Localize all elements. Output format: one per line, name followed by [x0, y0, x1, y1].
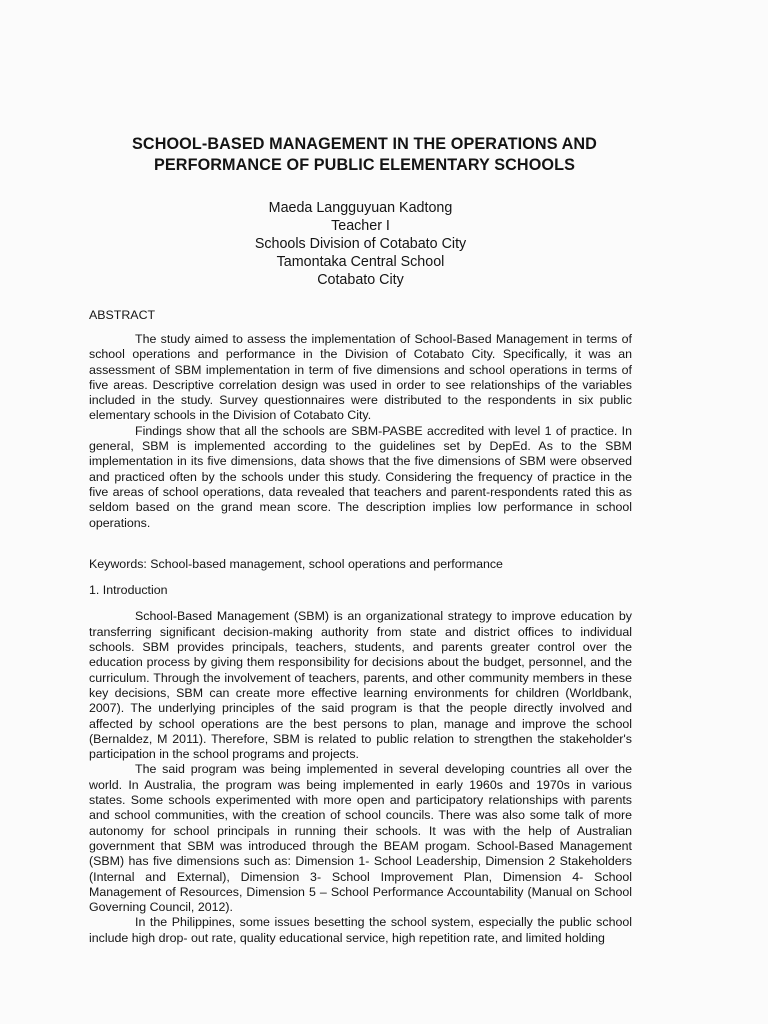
author-name: Maeda Langguyuan Kadtong [268, 200, 453, 216]
author-block [89, 199, 632, 289]
intro-paragraph-3: In the Philippines, some issues besetting the school system, especially the public school include high drop- out rate, quality educational service, high repetition rate, and limited holding [89, 915, 632, 945]
title-line-2: PERFORMANCE OF PUBLIC ELEMENTARY SCHOOLS [154, 156, 575, 174]
author-school: Tamontaka Central School [276, 254, 445, 270]
section-heading-introduction: 1. Introduction [89, 583, 168, 598]
author-position: Teacher I [331, 218, 390, 234]
abstract-paragraph-2: Findings show that all the schools are SBM-PASBE accredited with level 1 of practice. In general, SBM is implemented according to the guidelines set by DepEd. As to the SBM implementation in its five dimensions, data shows that the five dimensions of SBM were observed and practiced often by the schools under this study. Considering the frequency of practice in the five areas of school operations, data revealed that teachers and parent-respondents rated this as seldom based on the grand mean score. The description implies low performance in school operations. [89, 423, 632, 530]
intro-paragraph-1: School-Based Management (SBM) is an organizational strategy to improve education by transferring significant decision-making authority from state and district offices to individual schools. SBM provides principals, teachers, students, and parents greater control over the education process by giving them responsibility for decisions about the budget, personnel, and the curriculum. Through the involvement of teachers, parents, and other community members in these key decisions, SBM can create more effective learning environments for children (Worldbank, 2007). The underlying principles of the said program is that the people directly involved and affected by school operations are the best persons to plan, manage and improve the school (Bernaldez, M 2011). Therefore, SBM is related to public relation to strengthen the stakeholder's participation in the school programs and projects. [89, 609, 632, 762]
intro-paragraph-2: The said program was being implemented in several developing countries all over the world. In Australia, the program was being implemented in early 1960s and 1970s in various states. Some schools experimented with more open and participatory relationships with parents and school communities, with the creation of school councils. There was also some talk of more autonomy for school principals in running their schools. It was with the help of Australian government that SBM was introduced through the BEAM progam. School-Based Management (SBM) has five dimensions such as: Dimension 1- School Leadership, Dimension 2 Stakeholders (Internal and External), Dimension 3- School Improvement Plan, Dimension 4- School Management of Resources, Dimension 5 – School Performance Accountability (Manual on School Governing Council, 2012). [89, 762, 632, 915]
author-city: Cotabato City [317, 272, 404, 288]
author-division: Schools Division of Cotabato City [254, 236, 467, 252]
keywords: Keywords: School-based management, school operations and performance [89, 556, 503, 571]
paper-title [97, 134, 632, 176]
title-line-1: SCHOOL-BASED MANAGEMENT IN THE OPERATIONS AND [132, 135, 597, 153]
abstract-paragraph-1: The study aimed to assess the implementation of School-Based Management in terms of school operations and performance in the Division of Cotabato City. Specifically, it was an assessment of SBM implementation in term of five dimensions and school operations in terms of five areas. Descriptive correlation design was used in order to see relationships of the variables included in the study. Survey questionnaires were distributed to the respondents in six public elementary schools in the Division of Cotabato City. [89, 332, 632, 423]
abstract-label: ABSTRACT [89, 308, 156, 322]
